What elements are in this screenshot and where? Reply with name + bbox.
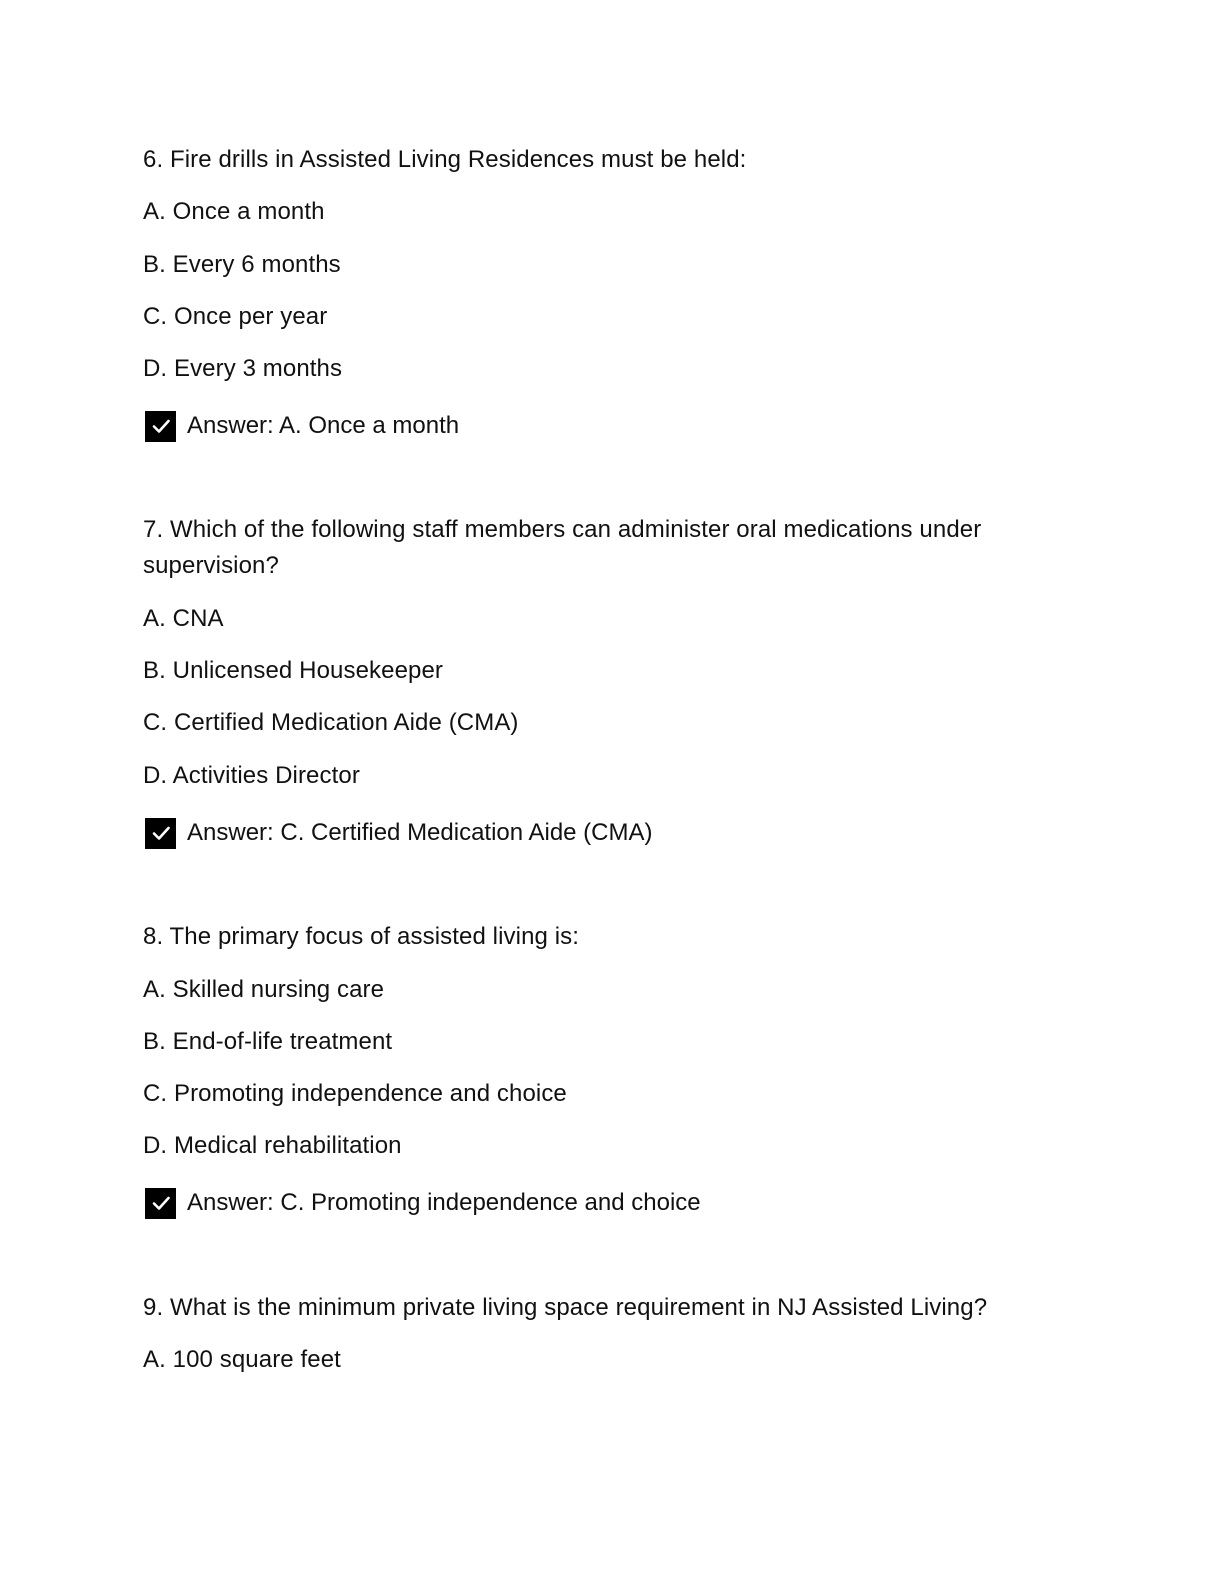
check-mark-icon (145, 411, 176, 442)
question-7-option-d: D. Activities Director (143, 762, 360, 789)
question-8-option-d: D. Medical rehabilitation (143, 1132, 402, 1159)
check-mark-icon (145, 1188, 176, 1219)
question-7-text: 7. Which of the following staff members can administer oral medications under supervision? (143, 516, 982, 579)
question-6-option-c: C. Once per year (143, 303, 328, 330)
check-mark-icon (145, 818, 176, 849)
question-8-answer (145, 1185, 701, 1221)
question-8-text: 8. The primary focus of assisted living is: (143, 923, 580, 950)
question-7-answer-text: Answer: C. Certified Medication Aide (CMA) (187, 819, 653, 846)
question-8-answer-text: Answer: C. Promoting independence and choice (187, 1189, 701, 1216)
question-6-text: 6. Fire drills in Assisted Living Residences must be held: (143, 146, 747, 173)
question-7-option-a: A. CNA (143, 605, 224, 632)
question-6-answer (145, 408, 459, 444)
question-6-option-d: D. Every 3 months (143, 355, 343, 382)
question-7-option-c: C. Certified Medication Aide (CMA) (143, 709, 519, 736)
question-8-option-a: A. Skilled nursing care (143, 976, 385, 1003)
question-7-answer (145, 815, 653, 851)
question-6-answer-text: Answer: A. Once a month (187, 412, 460, 439)
question-8-option-c: C. Promoting independence and choice (143, 1080, 567, 1107)
question-7-option-b: B. Unlicensed Housekeeper (143, 657, 444, 684)
question-8-option-b: B. End-of-life treatment (143, 1028, 393, 1055)
question-9-option-a: A. 100 square feet (143, 1346, 341, 1373)
question-6-option-a: A. Once a month (143, 198, 325, 225)
question-6-option-b: B. Every 6 months (143, 251, 341, 278)
question-9-text: 9. What is the minimum private living space requirement in NJ Assisted Living? (143, 1294, 988, 1321)
